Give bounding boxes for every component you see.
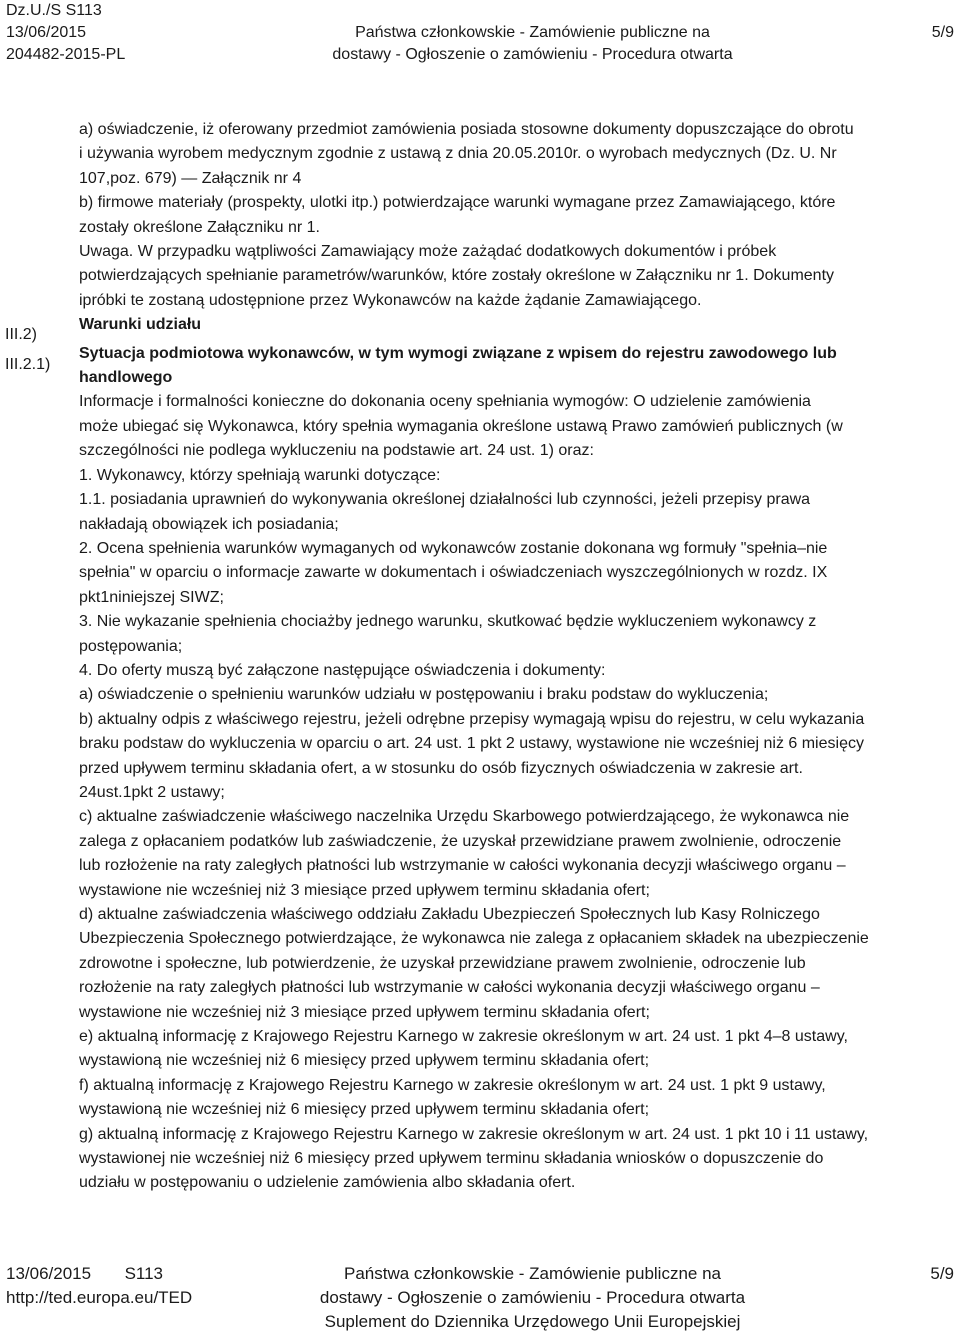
text-line: Uwaga. W przypadku wątpliwości Zamawiający może zażądać dodatkowych dokumentów i próbek [79, 243, 777, 261]
text-line: 1. Wykonawcy, którzy spełniają warunki dotyczące: [79, 466, 441, 484]
text-line: udziału w postępowaniu o udzielenie zamówienia albo składania ofert. [79, 1174, 576, 1192]
footer-code: S113 [124, 1264, 164, 1283]
footer-title-line-3: Suplement do Dziennika Urzędowego Unii Europejskiej [324, 1312, 741, 1331]
text-line: zostały określone Załączniku nr 1. [79, 218, 320, 236]
section-number-iii-2-1: III.2.1) [5, 356, 51, 373]
text-line: może ubiegać się Wykonawca, który spełnia wymagania określone ustawą Prawo zamówień publicznych (w [79, 417, 843, 435]
main-paragraph [79, 390, 951, 1195]
footer-url: http://ted.europa.eu/TED [6, 1288, 193, 1307]
text-line: potwierdzających spełnianie parametrów/warunków, które zostały określone w Załączniku nr 1. Dokumenty [79, 267, 835, 285]
text-line: wystawione nie wcześniej niż 3 miesiące przed upływem terminu składania ofert; [79, 1003, 650, 1021]
publication-date: 13/06/2015 [6, 24, 87, 41]
text-line: wystawione nie wcześniej niż 3 miesiące przed upływem terminu składania ofert; [79, 881, 650, 899]
text-line: b) firmowe materiały (prospekty, ulotki itp.) potwierdzające warunki wymagane przez Zamawiającego, które [79, 194, 836, 212]
page-header [0, 0, 960, 70]
footer-title-line-1: Państwa członkowskie - Zamówienie publiczne na [343, 1264, 721, 1283]
section-heading-situation-line-1: Sytuacja podmiotowa wykonawców, w tym wymogi związane z wpisem do rejestru zawodowego lub [79, 344, 837, 362]
footer-date: 13/06/2015 [6, 1264, 92, 1283]
header-title-line-1: Państwa członkowskie - Zamówienie publiczne na [355, 24, 710, 41]
text-line: nakładają obowiązek ich posiadania; [79, 515, 339, 533]
text-line: d) aktualne zaświadczenia właściwego oddziału Zakładu Ubezpieczeń Społecznych lub Kasy Rolniczego [79, 906, 820, 923]
main-content [79, 118, 951, 1196]
text-line: pkt1niniejszej SIWZ; [79, 588, 224, 606]
text-line: szczególności nie podlega wykluczeniu na podstawie art. 24 ust. 1) oraz: [79, 442, 594, 460]
text-line: lub rozłożenie na raty zaległych płatności lub wstrzymanie w całości wykonania decyzji właściwego organu – [79, 857, 846, 875]
top-paragraph [79, 118, 951, 313]
text-line: 3. Nie wykazanie spełnienia chociażby jednego warunku, skutkować będzie wykluczeniem wykonawcy z [79, 613, 817, 631]
text-line: ipróbki te zostaną udostępnione przez Wykonawców na każde żądanie Zamawiającego. [79, 291, 702, 309]
text-line: i używania wyrobem medycznym zgodnie z ustawą z dnia 20.05.2010r. o wyrobach medycznych (Dz. U. Nr [79, 145, 837, 163]
text-line: 107,poz. 679) — Załącznik nr 4 [79, 169, 302, 187]
text-line: 1.1. posiadania uprawnień do wykonywania określonej działalności lub czynności, jeżeli przepisy prawa [79, 491, 811, 509]
footer-title [305, 1262, 760, 1334]
footer-date-code [6, 1262, 192, 1286]
text-line: 24ust.1pkt 2 ustawy; [79, 783, 225, 801]
text-line: Ubezpieczenia Społecznego potwierdzające, że wykonawca nie zalega z opłacaniem składek na ubezpieczenie [79, 930, 869, 948]
text-line: c) aktualne zaświadczenie właściwego naczelnika Urzędu Skarbowego potwierdzającego, że wykonawca nie [79, 808, 850, 826]
text-line: zdrowotne i społeczne, lub potwierdzenie, że uzyskał przewidziane prawem zwolnienie, odroczenie lub [79, 954, 806, 972]
text-line: zalega z opłacaniem podatków lub zaświadczenie, że uzyskał przewidziane prawem zwolnienie, odroczenie [79, 832, 842, 850]
text-line: wystawioną nie wcześniej niż 6 miesięcy przed upływem terminu składania ofert; [79, 1101, 650, 1119]
text-line: postępowania; [79, 637, 183, 655]
footer-meta [6, 1262, 192, 1310]
text-line: 4. Do oferty muszą być załączone następujące oświadczenia i dokumenty: [79, 661, 606, 679]
text-line: e) aktualną informację z Krajowego Rejestru Karnego w zakresie określonym w art. 24 ust. 1 pkt 4–8 ustawy, [79, 1028, 848, 1046]
text-line: b) aktualny odpis z właściwego rejestru, jeżeli odrębne przepisy wymagają wpisu do rejestru, w celu wykazania [79, 710, 865, 728]
page-footer [0, 1262, 960, 1334]
section-heading-situation-line-2: handlowego [79, 369, 173, 387]
text-line: spełnia" w oparciu o informacje zawarte w dokumentach i oświadczeniach wyszczególnionych w rozdz. IX [79, 564, 828, 582]
text-line: a) oświadczenie o spełnieniu warunków udziału w postępowaniu i braku podstaw do wykluczenia; [79, 686, 769, 704]
document-id: 204482-2015-PL [6, 46, 126, 63]
header-page-number: 5/9 [931, 24, 954, 41]
footer-page-number: 5/9 [930, 1264, 954, 1283]
text-line: rozłożenie na raty zaległych płatności lub wstrzymanie w całości wykonania decyzji właściwego organu – [79, 979, 820, 997]
text-line: Informacje i formalności konieczne do dokonania oceny spełniania wymogów: O udzielenie zamówienia [79, 393, 811, 411]
header-title [305, 22, 760, 66]
footer-title-line-2: dostawy - Ogłoszenie o zamówieniu - Procedura otwarta [319, 1288, 746, 1307]
text-line: a) oświadczenie, iż oferowany przedmiot zamówienia posiada stosowne dokumenty dopuszczające do obrotu [79, 121, 854, 138]
text-line: wystawioną nie wcześniej niż 6 miesięcy przed upływem terminu składania ofert; [79, 1052, 650, 1070]
section-heading-conditions: Warunki udziału [79, 316, 202, 334]
section-number-iii-2: III.2) [5, 326, 38, 343]
text-line: f) aktualną informację z Krajowego Rejestru Karnego w zakresie określonym w art. 24 ust. 1 pkt 9 ustawy, [79, 1076, 826, 1094]
text-line: braku podstaw do wykluczenia w oparciu o art. 24 ust. 1 pkt 2 ustawy, wystawione nie wcześniej niż 6 miesięcy [79, 735, 864, 753]
text-line: wystawionej nie wcześniej niż 6 miesięcy przed upływem terminu składania wniosków o dopuszczenie do [79, 1150, 824, 1168]
header-title-line-2: dostawy - Ogłoszenie o zamówieniu - Procedura otwarta [332, 46, 733, 63]
text-line: 2. Ocena spełnienia warunków wymaganych od wykonawców zostanie dokonana wg formuły "spełnia–nie [79, 539, 828, 557]
journal-ref: Dz.U./S S113 [6, 2, 102, 19]
header-meta [6, 0, 125, 66]
text-line: przed upływem terminu składania ofert, a w stosunku do osób fizycznych oświadczenia w zakresie art. [79, 759, 803, 777]
text-line: g) aktualną informację z Krajowego Rejestru Karnego w zakresie określonym w art. 24 ust. 1 pkt 10 i 11 ustawy, [79, 1125, 869, 1143]
